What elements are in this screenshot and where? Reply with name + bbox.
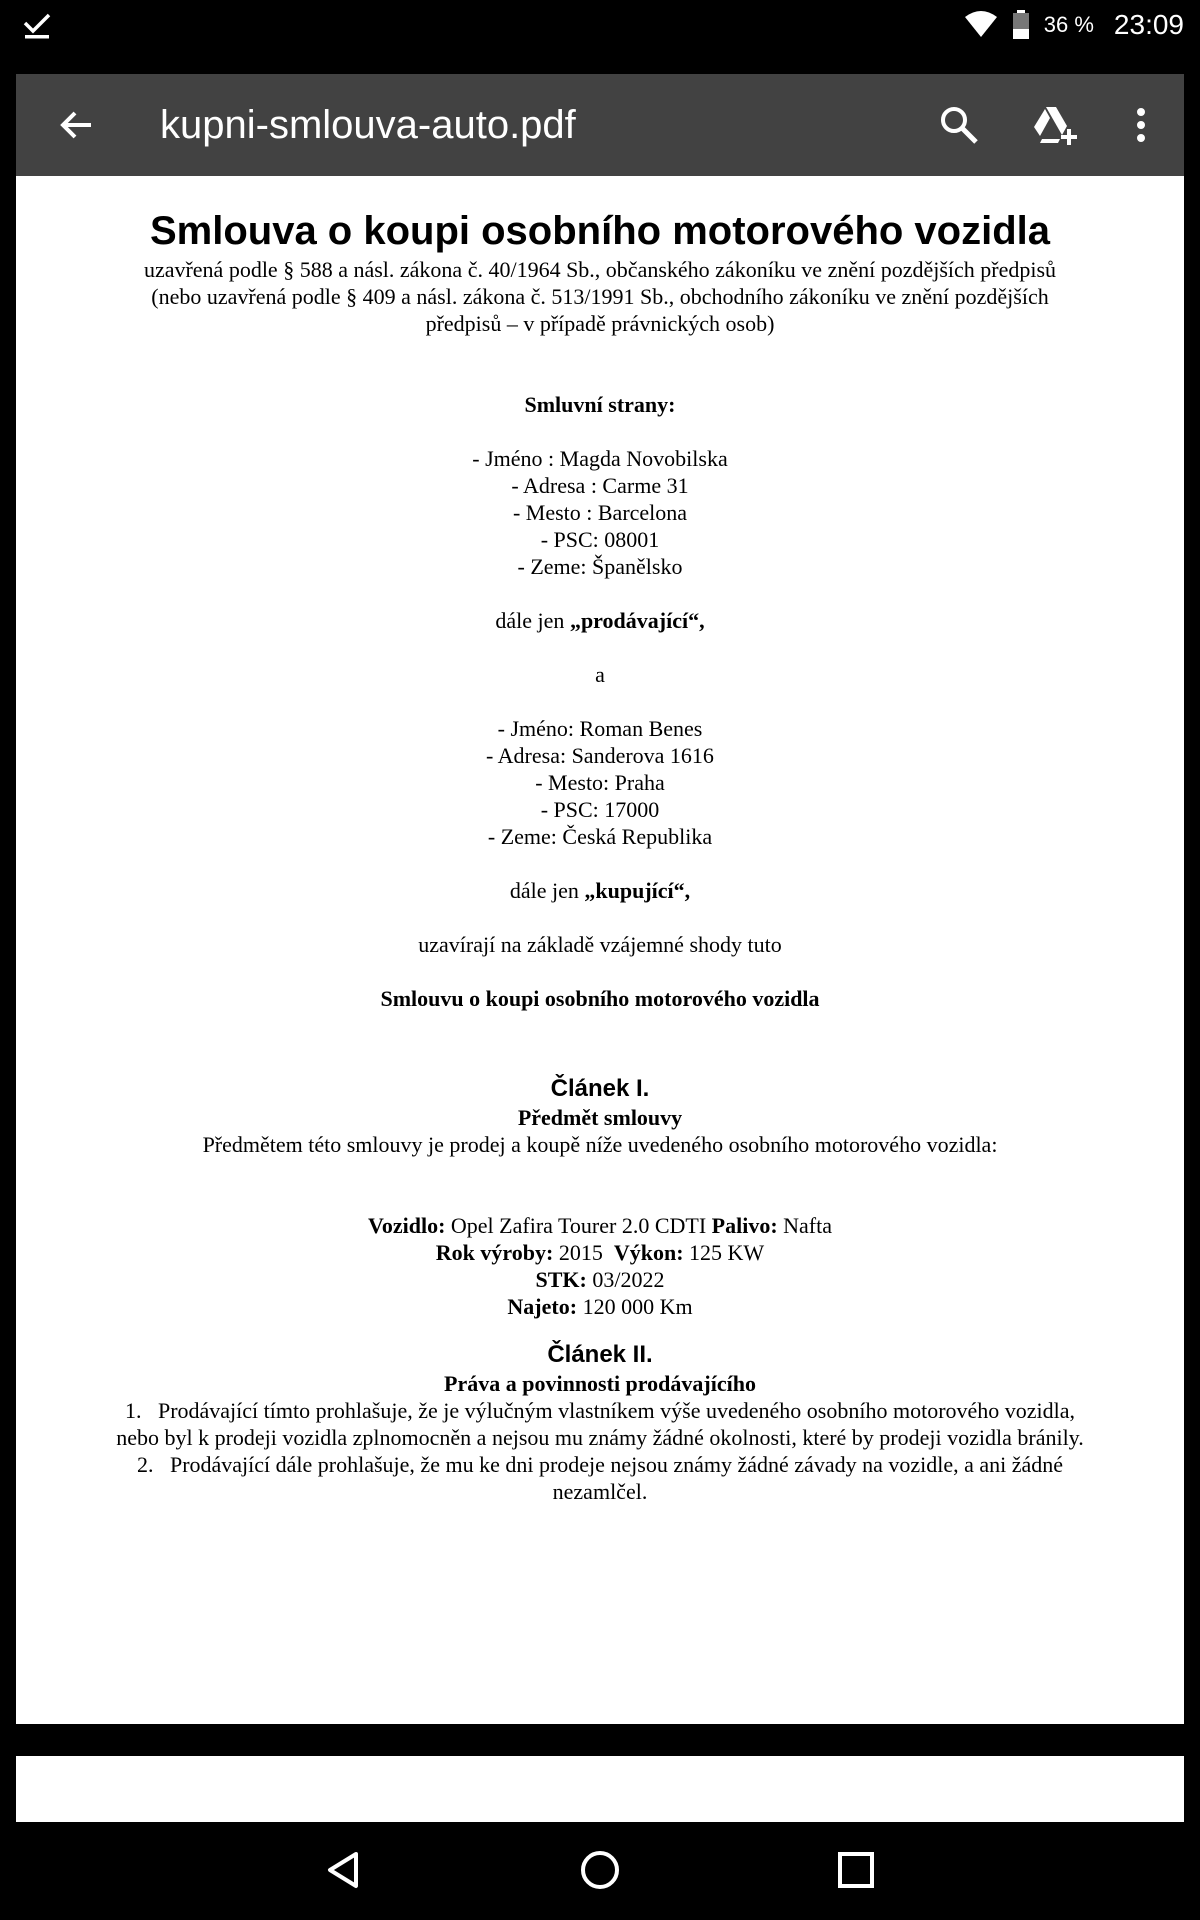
vehicle-line-stk: STK: 03/2022 [535, 1267, 665, 1292]
agreement-text: uzavírají na základě vzájemné shody tuto [418, 932, 782, 957]
vehicle-line-year: Rok výroby: 2015 Výkon: 125 KW [435, 1240, 765, 1265]
list-item: 2. Prodávající dále prohlašuje, že mu ke dni prodeje nejsou známy žádné závady na vozidle, a ani žádné nezamlčel. [136, 1452, 1064, 1504]
add-to-drive-icon [1032, 105, 1078, 145]
article-2-subtitle: Práva a povinnosti prodávajícího [444, 1371, 756, 1396]
status-indicators [964, 0, 1184, 50]
more-options-button[interactable] [1126, 98, 1156, 152]
buyer-line: - PSC: 17000 [540, 797, 660, 822]
buyer-line: - Zeme: Česká Republika [487, 824, 713, 849]
add-to-drive-button[interactable] [1026, 98, 1084, 152]
buyer-line: - Jméno: Roman Benes [497, 716, 703, 741]
seller-line: - Mesto : Barcelona [512, 500, 688, 525]
subtitle-line-1: uzavřená podle § 588 a násl. zákona č. 40/1964 Sb., občanského zákoníku ve znění pozdějších předpisů [143, 257, 1057, 282]
article-1-subtitle: Předmět smlouvy [517, 1105, 683, 1130]
nav-home-button[interactable] [570, 1840, 630, 1900]
clock: 23:09 [1113, 9, 1184, 40]
document-title: kupni-smlouva-auto.pdf [160, 103, 576, 147]
buyer-designation: dále jen „kupující“, [509, 878, 691, 903]
subtitle-line-2: (nebo uzavřená podle § 409 a násl. zákona č. 513/1991 Sb., obchodního zákoníku ve znění pozdějších předpisů – v případě právnických osob) [151, 284, 1049, 336]
vehicle-line-mileage: Najeto: 120 000 Km [507, 1294, 693, 1319]
wifi-icon [964, 11, 998, 39]
nav-recents-button[interactable] [826, 1840, 886, 1900]
pdf-page[interactable] [16, 176, 1184, 1724]
seller-line: - Jméno : Magda Novobilska [472, 446, 728, 471]
navigation-bar [0, 1822, 1200, 1920]
buyer-details [116, 715, 1084, 850]
nav-recents-icon [837, 1851, 875, 1889]
search-button[interactable] [932, 98, 986, 152]
document-body [116, 206, 1084, 1505]
seller-details [116, 445, 1084, 580]
and-connector: a [595, 662, 605, 687]
article-1-text: Předmětem této smlouvy je prodej a koupě níže uvedeného osobního motorového vozidla: [202, 1132, 998, 1157]
list-item: 1. Prodávající tímto prohlašuje, že je výlučným vlastníkem výše uvedeného osobního motorového vozidla, nebo byl k prodeji vozidla zplnomocněn a nejsou mu známy žádné okolnosti, které by prodeji vozidla bránily. [116, 1398, 1084, 1450]
status-bar [0, 0, 1200, 72]
app-bar [16, 74, 1184, 176]
back-button[interactable] [50, 99, 102, 151]
nav-back-icon [324, 1850, 364, 1890]
document-heading: Smlouva o koupi osobního motorového vozidla [149, 209, 1051, 253]
more-vert-icon [1136, 107, 1146, 143]
vehicle-details [116, 1212, 1084, 1320]
next-pdf-page[interactable] [16, 1756, 1184, 1822]
battery-icon [1012, 10, 1030, 40]
nav-back-button[interactable] [314, 1840, 374, 1900]
download-done-icon [22, 10, 52, 45]
seller-designation: dále jen „prodávající“, [495, 608, 705, 633]
article-1-title: Článek I. [550, 1075, 650, 1102]
vehicle-line-model: Vozidlo: Opel Zafira Tourer 2.0 CDTI Palivo: Nafta [367, 1213, 833, 1238]
parties-heading: Smluvní strany: [524, 392, 676, 417]
nav-home-icon [579, 1849, 621, 1891]
arrow-back-icon [58, 107, 94, 143]
seller-line: - Zeme: Španělsko [517, 554, 683, 579]
article-2-title: Článek II. [547, 1341, 653, 1368]
duties-list [116, 1397, 1084, 1505]
seller-line: - Adresa : Carme 31 [511, 473, 689, 498]
seller-line: - PSC: 08001 [540, 527, 660, 552]
battery-percentage: 36 % [1043, 12, 1094, 37]
contract-name: Smlouvu o koupi osobního motorového vozidla [380, 986, 820, 1011]
buyer-line: - Adresa: Sanderova 1616 [486, 743, 714, 768]
search-icon [939, 105, 979, 145]
buyer-line: - Mesto: Praha [535, 770, 665, 795]
